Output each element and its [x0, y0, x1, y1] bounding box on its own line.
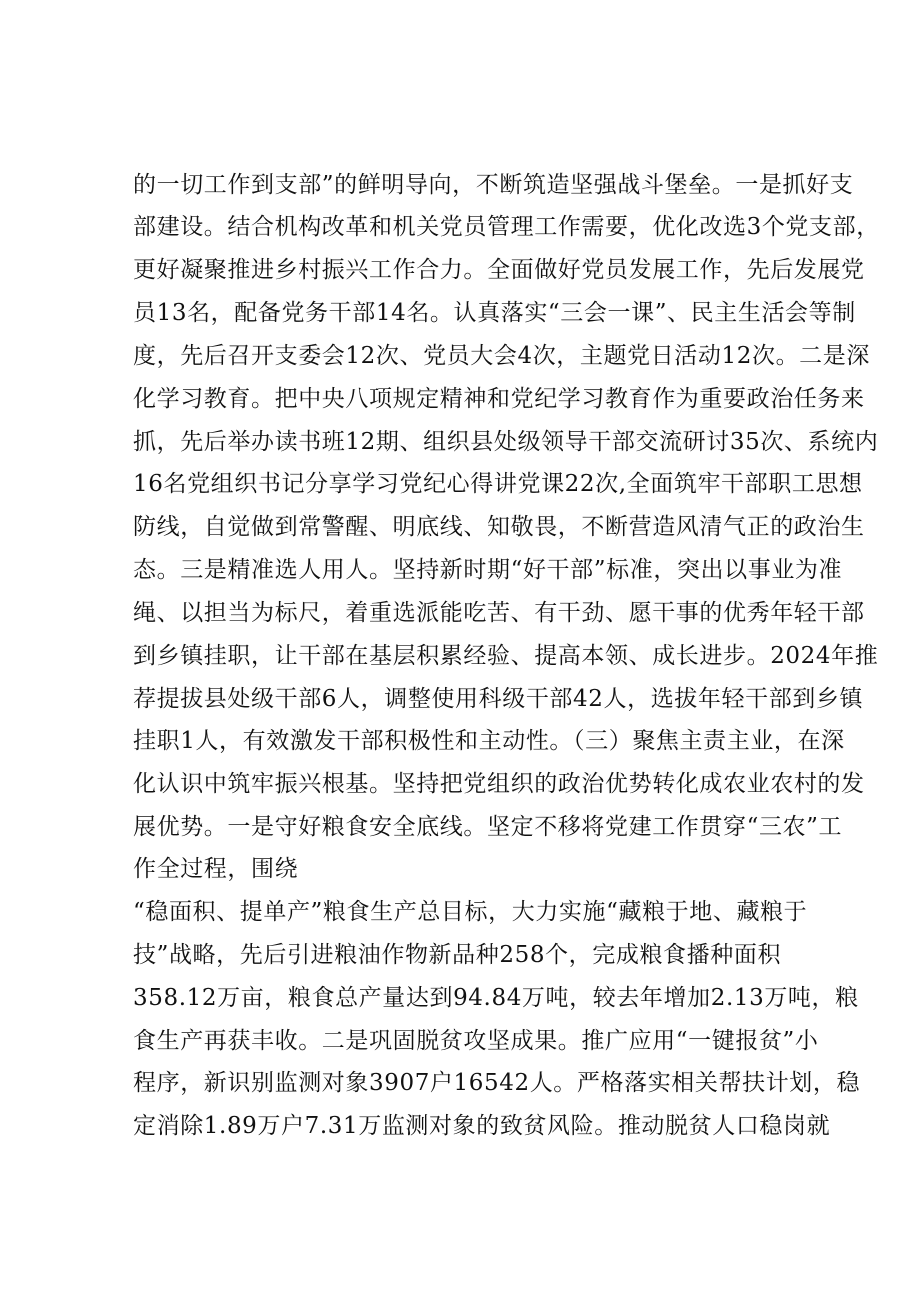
text-line: 食生产再获丰收。二是巩固脱贫攻坚成果。推广应用“一键报贫”小 — [133, 1028, 819, 1054]
text-line: 到乡镇挂职，让干部在基层积累经验、提高本领、成长进步。2024年推 — [133, 643, 879, 669]
text-line: 荐提拔县处级干部6人，调整使用科级干部42人，选拔年轻干部到乡镇 — [133, 686, 864, 712]
text-line: 挂职1人，有效激发干部积极性和主动性。（三）聚焦主责主业，在深 — [133, 728, 845, 754]
text-line: 展优势。一是守好粮食安全底线。坚定不移将党建工作贯穿“三农”工 — [133, 814, 843, 840]
text-line: 员13名，配备党务干部14名。认真落实“三会一课”、民主生活会等制 — [133, 300, 856, 326]
text-line: 程序，新识别监测对象3907户16542人。严格落实相关帮扶计划，稳 — [133, 1070, 861, 1096]
text-line: “稳面积、提单产”粮食生产总目标，大力实施“藏粮于地、藏粮于 — [133, 899, 808, 925]
text-line: 绳、以担当为标尺，着重选派能吃苦、有干劲、愿干事的优秀年轻干部 — [133, 600, 865, 626]
text-line: 化认识中筑牢振兴根基。坚持把党组织的政治优势转化成农业农村的发 — [133, 771, 865, 797]
text-line: 的一切工作到支部”的鲜明导向，不断筑造坚强战斗堡垒。一是抓好支 — [133, 172, 854, 198]
text-line: 部建设。结合机构改革和机关党员管理工作需要，优化改选3个党支部， — [133, 214, 880, 240]
text-line: 定消除1.89万户7.31万监测对象的致贫风险。推动脱贫人口稳岗就 — [133, 1113, 831, 1139]
text-line: 16名党组织书记分享学习党纪心得讲党课22次,全面筑牢干部职工思想 — [133, 471, 863, 497]
text-line: 化学习教育。把中央八项规定精神和党纪学习教育作为重要政治任务来 — [133, 386, 865, 412]
text-line: 度，先后召开支委会12次、党员大会4次，主题党日活动12次。二是深 — [133, 343, 870, 369]
text-line: 防线，自觉做到常警醒、明底线、知敬畏，不断营造风清气正的政治生 — [133, 514, 865, 540]
text-line: 抓，先后举办读书班12期、组织县处级领导干部交流研讨35次、系统内 — [133, 429, 879, 455]
text-line: 358.12万亩，粮食总产量达到94.84万吨，较去年增加2.13万吨，粮 — [133, 985, 859, 1011]
text-line: 态。三是精准选人用人。坚持新时期“好干部”标准，突出以事业为准 — [133, 557, 843, 583]
text-line: 更好凝聚推进乡村振兴工作合力。全面做好党员发展工作，先后发展党 — [133, 257, 865, 283]
text-line: 技”战略，先后引进粮油作物新品种258个，完成粮食播种面积 — [133, 942, 782, 968]
text-line: 作全过程，围绕 — [133, 856, 299, 882]
